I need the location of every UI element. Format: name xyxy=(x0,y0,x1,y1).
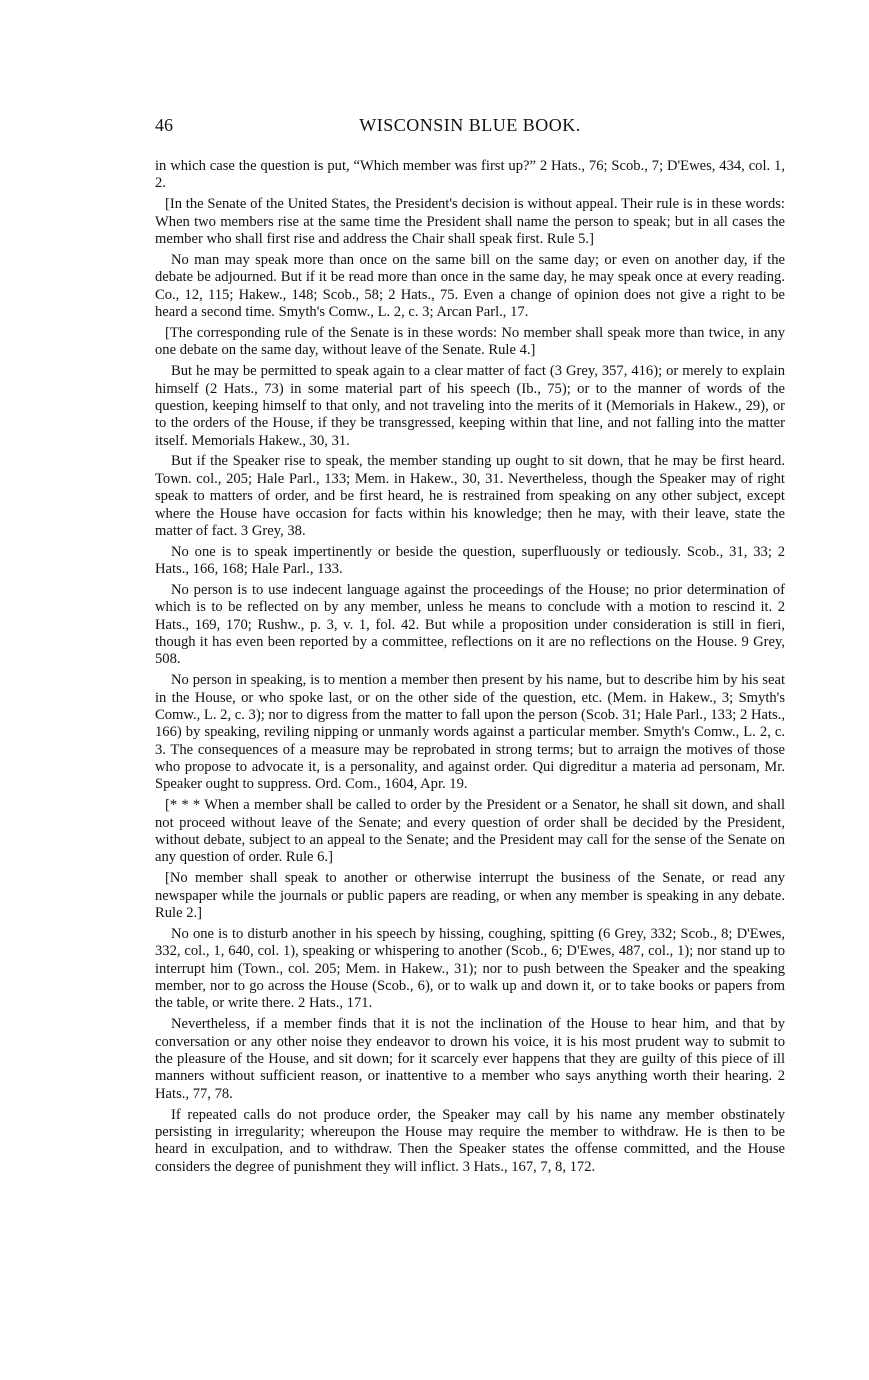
paragraph: No man may speak more than once on the same bill on the same day; or even on another day, if the debate be adjourned. But if it be read more than once in the same day, he may speak once at every reading. Co., 12, 115; Hakew., 148; Scob., 58; 2 Hats., 75. Even a change of opinion does not give a right to be heard a second time. Smyth's Comw., L. 2, c. 3; Arcan Parl., 17. xyxy=(155,251,785,320)
page-header xyxy=(155,115,785,141)
paragraph: [In the Senate of the United States, the President's decision is without appeal. Their rule is in these words: When two members rise at the same time the President shall name the person to speak; but in all cases the member who shall first rise and address the Chair shall speak first. Rule 5.] xyxy=(155,196,785,247)
paragraph: If repeated calls do not produce order, the Speaker may call by his name any member obstinately persisting in irregularity; whereupon the House may require the member to withdraw. He is then to be heard in exculpation, and to withdraw. Then the Speaker states the offense committed, and the House considers the degree of punishment they will inflict. 3 Hats., 167, 7, 8, 172. xyxy=(155,1106,785,1175)
paragraph: No person is to use indecent language against the proceedings of the House; no prior determination of which is to be reflected on by any member, unless he means to conclude with a motion to rescind it. 2 Hats., 169, 170; Rushw., p. 3, v. 1, fol. 42. But while a proposition under consideration is still in fieri, though it has even been reported by a committee, reflections on it are no reflections on the House. 9 Grey, 508. xyxy=(155,582,785,668)
paragraph: [* * * When a member shall be called to order by the President or a Senator, he shall sit down, and shall not proceed without leave of the Senate; and every question of order shall be decided by the President, without debate, subject to an appeal to the Senate; and the President may call for the sense of the Senate on any question of order. Rule 6.] xyxy=(155,797,785,866)
paragraph: in which case the question is put, “Which member was first up?” 2 Hats., 76; Scob., 7; D'Ewes, 434, col. 1, 2. xyxy=(155,158,785,192)
paragraph: [No member shall speak to another or otherwise interrupt the business of the Senate, or read any newspaper while the journals or public papers are reading, or when any member is speaking in any debate. Rule 2.] xyxy=(155,870,785,922)
page-number: 46 xyxy=(155,115,173,135)
paragraph: No one is to disturb another in his speech by hissing, coughing, spitting (6 Grey, 332; Scob., 8; D'Ewes, 332, col., 1, 640, col. 1), speaking or whispering to another (Scob., 6; D'Ewes, 487, col., 1); nor stand up to interrupt him (Town., col. 205; Mem. in Hakew., 31); nor to push between the Speaker and the speaking member, nor to go across the House (Scob., 6), or to walk up and down it, or to take books or papers from the table, or write there. 2 Hats., 171. xyxy=(155,925,785,1012)
paragraph: No one is to speak impertinently or beside the question, superfluously or tediously. Scob., 31, 33; 2 Hats., 166, 168; Hale Parl., 133. xyxy=(155,543,785,578)
paragraph: No person in speaking, is to mention a member then present by his name, but to describe him by his seat in the House, or who spoke last, or on the other side of the question, etc. (Mem. in Hakew., 3; Smyth's Comw., L. 2, c. 3); nor to digress from the matter to fall upon the person (Scob. 31; Hale Parl., 133; 2 Hats., 166) by speaking, reviling nipping or unmanly words against a particular member. Smyth's Comw., L. 2, c. 3. The consequences of a measure may be reprobated in strong terms; but to arraign the motives of those who propose to advocate it, is a personality, and against order. Qui digreditur a materia ad personam, Mr. Speaker ought to suppress. Ord. Com., 1604, Apr. 19. xyxy=(155,672,785,793)
paragraph: [The corresponding rule of the Senate is in these words: No member shall speak more than twice, in any one debate on the same day, without leave of the Senate. Rule 4.] xyxy=(155,324,785,359)
paragraph: But he may be permitted to speak again to a clear matter of fact (3 Grey, 357, 416); or merely to explain himself (2 Hats., 73) in some material part of his speech (Ib., 75); or to the manner of words of the question, keeping himself to that only, and not traveling into the merits of it (Memorials in Hakew., 29), or to the orders of the House, if they be transgressed, keeping within that line, and not falling into the matter itself. Memorials Hakew., 30, 31. xyxy=(155,363,785,449)
body-text xyxy=(155,158,785,1180)
paragraph: Nevertheless, if a member finds that it is not the inclination of the House to hear him, and that by conversation or any other noise they endeavor to drown his voice, it is his most prudent way to submit to the pleasure of the House, and sit down; for it scarcely ever happens that they are guilty of this piece of ill manners without sufficient reason, or inattentive to a member who says anything worth their hearing. 2 Hats., 77, 78. xyxy=(155,1016,785,1102)
running-title: WISCONSIN BLUE BOOK. xyxy=(359,115,581,135)
paragraph: But if the Speaker rise to speak, the member standing up ought to sit down, that he may be first heard. Town. col., 205; Hale Parl., 133; Mem. in Hakew., 30, 31. Nevertheless, though the Speaker may of right speak to matters of order, and be first heard, he is restrained from speaking on any other subject, except where the House have occasion for facts within his knowledge; then he may, with their leave, state the matter of fact. 3 Grey, 38. xyxy=(155,453,785,539)
